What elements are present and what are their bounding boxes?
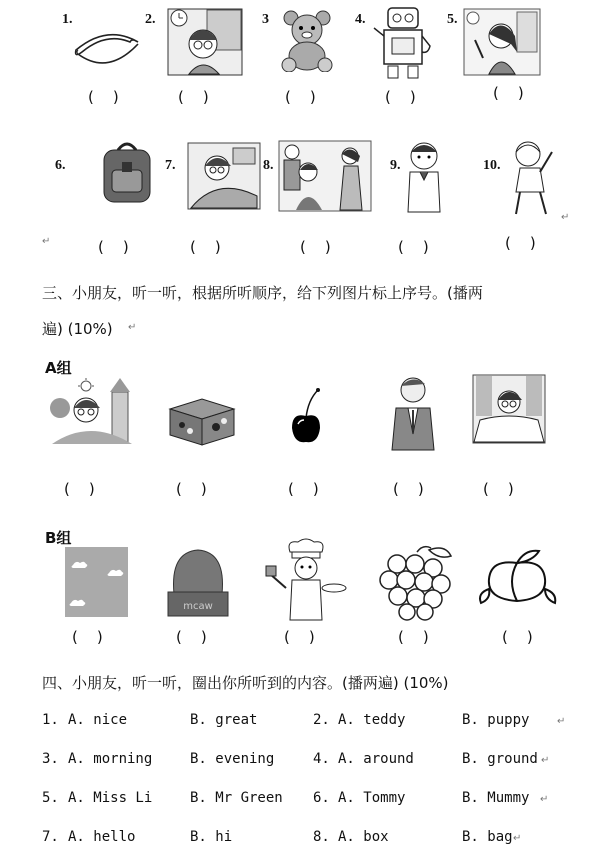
option-a[interactable]: A. teddy (338, 712, 406, 728)
answer-blank[interactable]: ( ) (288, 480, 319, 498)
option-b[interactable]: B. evening (190, 751, 275, 767)
boy-eating-picture (504, 138, 558, 216)
robot-picture (372, 6, 434, 80)
item-number: 10. (483, 158, 501, 173)
man-in-suit-picture (388, 374, 438, 452)
girl-in-park-picture (50, 378, 134, 444)
item-number: 8. (263, 158, 274, 173)
paragraph-mark: ↵ (513, 833, 522, 844)
group-b-label: B组 (45, 529, 72, 547)
paragraph-mark: ↵ (42, 236, 51, 247)
hat-label: mcaw (183, 601, 213, 612)
paragraph-mark: ↵ (128, 322, 137, 333)
banana-picture (72, 28, 142, 72)
answer-blank[interactable]: ( ) (385, 88, 416, 106)
question-number: 2. (313, 712, 330, 728)
option-b[interactable]: B. bag (462, 829, 513, 845)
hat-picture (166, 548, 230, 618)
question-number: 8. (313, 829, 330, 845)
paragraph-mark: ↵ (541, 755, 550, 766)
option-b[interactable]: B. Mummy (462, 790, 530, 806)
option-a[interactable]: A. morning (68, 751, 153, 767)
boy-picture (400, 140, 448, 214)
answer-blank[interactable]: ( ) (398, 238, 429, 256)
option-b[interactable]: B. puppy (462, 712, 530, 728)
section-4-title: 四、小朋友，听一听，圈出你所听到的内容。(播两遍) (10%) (42, 674, 449, 692)
paragraph-mark: ↵ (561, 212, 570, 223)
question-number: 6. (313, 790, 330, 806)
answer-blank[interactable]: ( ) (88, 88, 119, 106)
option-a[interactable]: A. Tommy (338, 790, 406, 806)
item-number: 6. (55, 158, 66, 173)
item-number: 9. (390, 158, 401, 173)
option-a[interactable]: A. hello (68, 829, 136, 845)
girl-with-clock-picture (167, 8, 243, 76)
answer-blank[interactable]: ( ) (72, 628, 103, 646)
answer-blank[interactable]: ( ) (284, 628, 315, 646)
cherry-picture (288, 386, 324, 446)
answer-blank[interactable]: ( ) (285, 88, 316, 106)
option-b[interactable]: B. hi (190, 829, 233, 845)
item-number: 2. (145, 12, 156, 27)
item-number: 3 (262, 12, 269, 27)
option-a[interactable]: A. box (338, 829, 389, 845)
cook-picture (264, 538, 348, 622)
section-3-title-continued: 遍) (10%) (42, 320, 113, 338)
answer-blank[interactable]: ( ) (398, 628, 429, 646)
sky-picture (65, 547, 128, 617)
option-a[interactable]: A. around (338, 751, 414, 767)
answer-blank[interactable]: ( ) (493, 84, 524, 102)
paragraph-mark: ↵ (540, 794, 549, 805)
answer-blank[interactable]: ( ) (393, 480, 424, 498)
question-number: 4. (313, 751, 330, 767)
answer-blank[interactable]: ( ) (502, 628, 533, 646)
waving-girl-picture (463, 8, 541, 76)
box-of-toys-picture (166, 393, 238, 447)
answer-blank[interactable]: ( ) (98, 238, 129, 256)
teddy-bear-picture (275, 10, 339, 72)
option-a[interactable]: A. Miss Li (68, 790, 153, 806)
question-number: 7. (42, 829, 59, 845)
answer-blank[interactable]: ( ) (178, 88, 209, 106)
sleeping-girl-picture (187, 142, 261, 210)
item-number: 1. (62, 12, 73, 27)
answer-blank[interactable]: ( ) (300, 238, 331, 256)
answer-blank[interactable]: ( ) (176, 628, 207, 646)
option-b[interactable]: B. Mr Green (190, 790, 283, 806)
question-number: 1. (42, 712, 59, 728)
paragraph-mark: ↵ (557, 716, 566, 727)
grapes-picture (373, 542, 459, 622)
answer-blank[interactable]: ( ) (64, 480, 95, 498)
schoolbag-picture (98, 140, 156, 206)
answer-blank[interactable]: ( ) (505, 234, 536, 252)
option-b[interactable]: B. great (190, 712, 258, 728)
option-b[interactable]: B. ground (462, 751, 538, 767)
item-number: 5. (447, 12, 458, 27)
group-a-label: A组 (45, 359, 72, 377)
answer-blank[interactable]: ( ) (483, 480, 514, 498)
question-number: 5. (42, 790, 59, 806)
answer-blank[interactable]: ( ) (176, 480, 207, 498)
girl-waking-up-picture (472, 374, 546, 444)
item-number: 4. (355, 12, 366, 27)
peach-picture (477, 545, 559, 607)
option-a[interactable]: A. nice (68, 712, 128, 728)
family-greeting-picture (278, 140, 372, 212)
question-number: 3. (42, 751, 59, 767)
answer-blank[interactable]: ( ) (190, 238, 221, 256)
section-3-title: 三、小朋友，听一听，根据所听顺序，给下列图片标上序号。(播两 (42, 284, 483, 302)
item-number: 7. (165, 158, 176, 173)
